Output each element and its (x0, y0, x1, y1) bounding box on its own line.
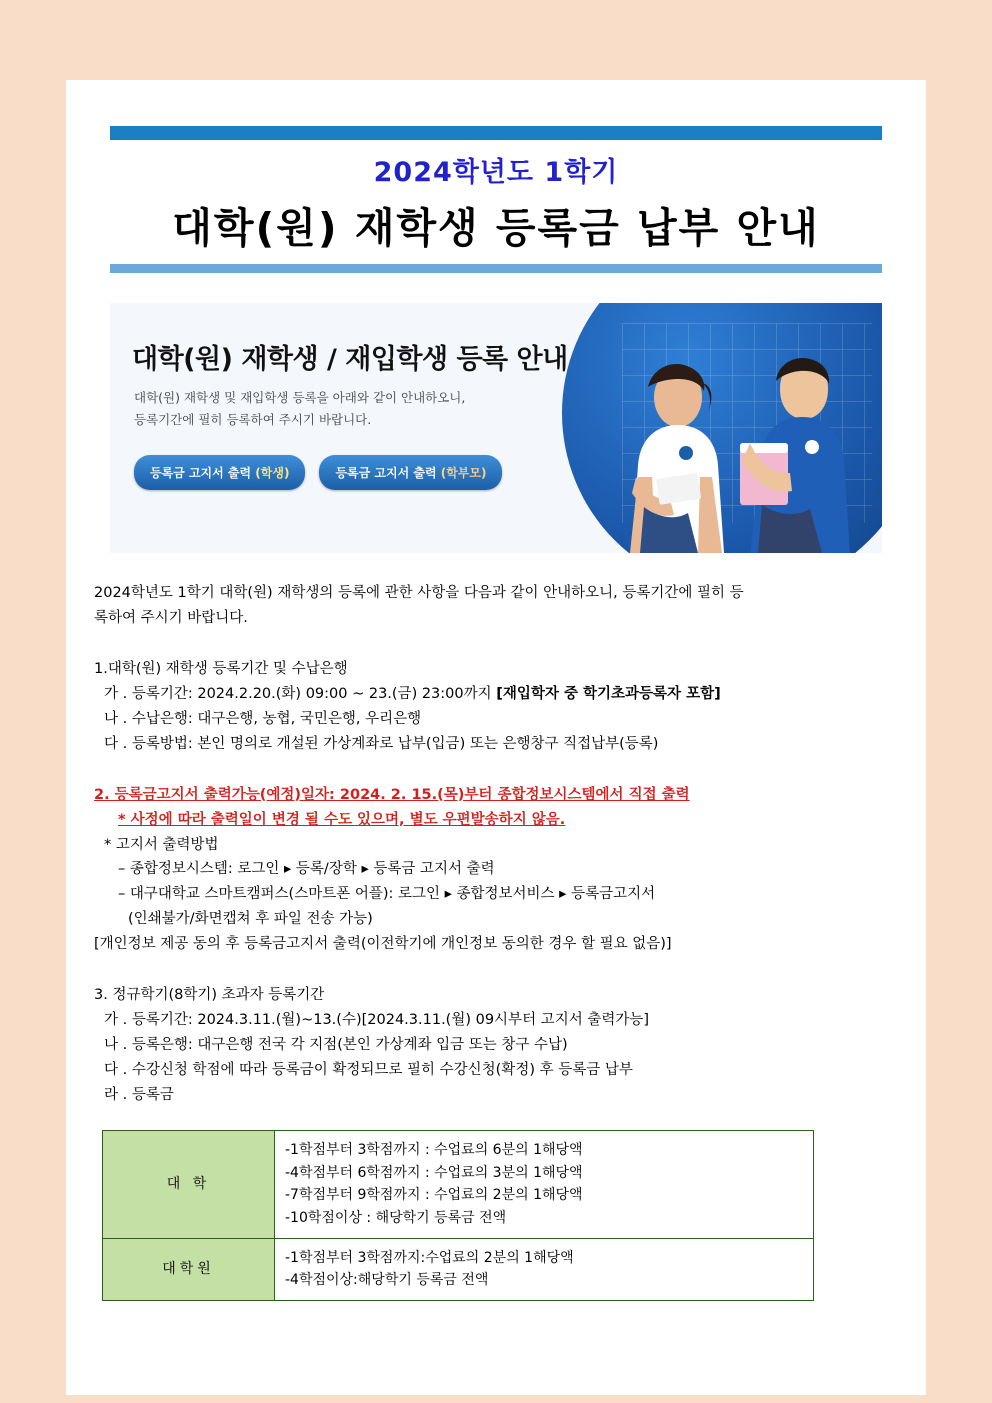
fee-line: -7학점부터 9학점까지 : 수업료의 2분의 1해당액 (285, 1187, 583, 1204)
banner-subtext-line-1: 대학(원) 재학생 및 재입학생 등록을 아래와 같이 안내하오니, (134, 390, 466, 405)
intro-paragraph (94, 581, 898, 631)
fee-line: -1학점부터 3학점까지 : 수업료의 6분의 1해당액 (285, 1141, 583, 1158)
section-2-note: * 사정에 따라 출력일이 변경 될 수도 있으며, 별도 우편발송하지 않음. (118, 811, 566, 828)
print-bill-parent-label: 등록금 고지서 출력 (335, 466, 437, 480)
section-3-item-d: 라 . 등록금 (104, 1086, 174, 1103)
tuition-fee-table (102, 1130, 814, 1301)
document-body (66, 581, 926, 1301)
section-2-heading: 2. 등록금고지서 출력가능(예정)일자: 2024. 2. 15.(목)부터 종합정보시스템에서 직접 출력 (94, 786, 690, 803)
fee-row-values-undergraduate (275, 1130, 814, 1238)
fee-line: -1학점부터 3학점까지:수업료의 2분의 1해당액 (285, 1249, 574, 1266)
section-1-item-b: 나 . 수납은행: 대구은행, 농협, 국민은행, 우리은행 (104, 710, 422, 727)
document-main-title: 대학(원) 재학생 등록금 납부 안내 (172, 204, 820, 252)
print-bill-student-tag: (학생) (255, 466, 290, 480)
section-3-item-b: 나 . 등록은행: 대구은행 전국 각 지점(본인 가상계좌 입금 또는 창구 수납) (104, 1037, 568, 1054)
banner-subtext-line-2: 등록기간에 필히 등록하여 주시기 바랍니다. (134, 411, 372, 427)
section-1-item-a (94, 682, 898, 707)
intro-line-1: 2024학년도 1학기 대학(원) 재학생의 등록에 관한 사항을 다음과 같이 안내하오니, 등록기간에 필히 등 (94, 585, 744, 601)
section-2-line-3: (인쇄불가/화면캡쳐 후 파일 전송 가능) (128, 911, 373, 928)
section-2-subheading: * 고지서 출력방법 (104, 836, 219, 853)
fee-line: -10학점이상 : 해당학기 등록금 전액 (285, 1209, 507, 1226)
student-photo-left (616, 357, 740, 553)
section-1-item-a-label: 가 . 등록기간: 2024.2.20.(화) 09:00 ~ 23.(금) 23:00까지 (104, 685, 492, 702)
print-bill-parent-tag: (학부모) (440, 466, 487, 480)
section-1-item-c: 다 . 등록방법: 본인 명의로 개설된 가상계좌로 납부(입금) 또는 은행창구 직접납부(등록) (104, 735, 659, 752)
section-2-line-4: [개인정보 제공 동의 후 등록금고지서 출력(이전학기에 개인정보 동의한 경우 할 필요 없음)] (94, 936, 672, 953)
title-top-rule (110, 126, 882, 140)
fee-line: -4학점이상:해당학기 등록금 전액 (285, 1272, 489, 1289)
banner-heading: 대학(원) 재학생 / 재입학생 등록 안내 (132, 344, 568, 375)
fee-line: -4학점부터 6학점까지 : 수업료의 3분의 1해당액 (285, 1164, 583, 1181)
document-page (66, 80, 926, 1395)
fee-row-values-graduate (275, 1238, 814, 1300)
section-3-item-a: 가 . 등록기간: 2024.3.11.(월)~13.(수)[2024.3.11.(월) 09시부터 고지서 출력가능] (104, 1012, 649, 1029)
print-bill-student-button[interactable] (134, 455, 305, 490)
intro-line-2: 록하여 주시기 바랍니다. (94, 609, 248, 626)
section-2 (94, 783, 898, 958)
section-1 (94, 657, 898, 757)
table-row (103, 1238, 814, 1300)
document-year-title: 2024학년도 1학기 (373, 157, 619, 188)
registration-banner-image (110, 303, 882, 553)
table-row (103, 1130, 814, 1238)
student-photo-right (736, 347, 864, 553)
section-3-item-c: 다 . 수강신청 학점에 따라 등록금이 확정되므로 필히 수강신청(확정) 후 등록금 납부 (104, 1062, 633, 1078)
title-bottom-rule (110, 264, 882, 273)
banner-button-group (134, 455, 502, 490)
section-3-heading: 3. 정규학기(8학기) 초과자 등록기간 (94, 987, 325, 1004)
section-1-item-a-emphasis: [재입학자 중 학기초과등록자 포함] (496, 685, 721, 702)
banner-subtext (134, 387, 465, 431)
section-2-line-1: – 종합정보시스템: 로그인 ▸ 등록/장학 ▸ 등록금 고지서 출력 (118, 861, 495, 878)
section-2-line-2: – 대구대학교 스마트캠퍼스(스마트폰 어플): 로그인 ▸ 종합정보서비스 ▸ 등록금고지서 (118, 886, 656, 903)
fee-row-label-undergraduate: 대 학 (103, 1130, 275, 1238)
fee-row-label-graduate: 대학원 (103, 1238, 275, 1300)
section-3 (94, 983, 898, 1108)
print-bill-parent-button[interactable] (319, 455, 502, 490)
print-bill-student-label: 등록금 고지서 출력 (150, 466, 252, 480)
section-1-heading: 1.대학(원) 재학생 등록기간 및 수납은행 (94, 660, 348, 677)
